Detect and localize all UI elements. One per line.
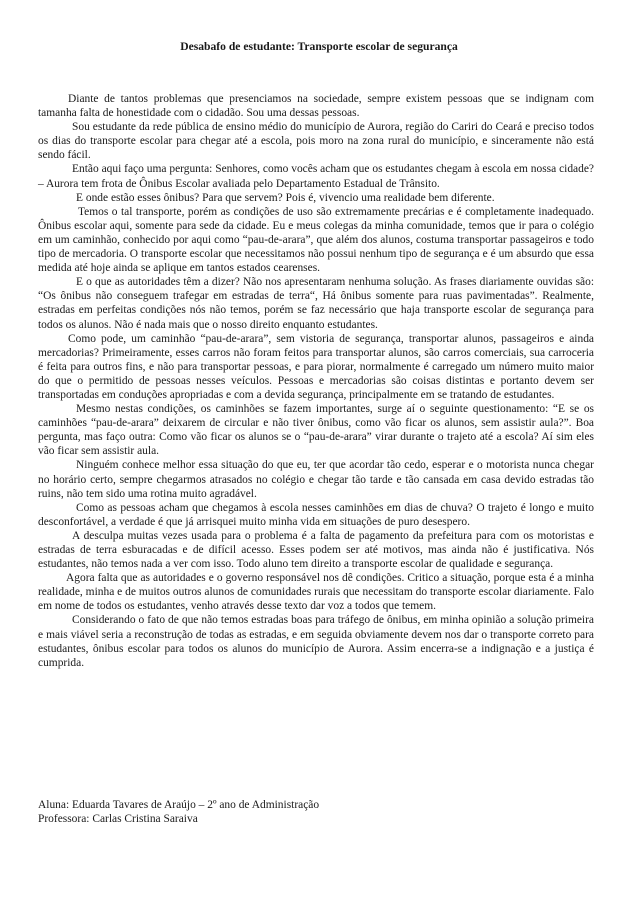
teacher-signature-line: Professora: Carlas Cristina Saraiva xyxy=(38,813,198,825)
paragraph-routine: Ninguém conhece melhor essa situação do que eu, ter que acordar tão cedo, esperar e o motorista nunca chegar no horário certo, sempre chegarmos atrasados no colégio e chegar tão tarde e tão cansada em casa devido estradas tão ruins, não tem sido uma rotina muito agradável. xyxy=(38,459,594,500)
paragraph-truck-safety: Como pode, um caminhão “pau-de-arara”, sem vistoria de segurança, transportar alunos, passageiros e ainda mercadorias? Primeiramente, esses carros não foram feitos para transportar alunos, são carros comerciais, sua carroceria é feita para outros fins, e não para transportar pessoas, e para piorar, normalmente é carregado um número muito maior do que o permitido de pessoas nesses veículos. Pessoas e mercadorias são coisas distintas e portanto devem ser transportadas em conduções apropriadas e com a devida segurança, principalmente em se tratando de estudantes. xyxy=(38,332,594,401)
paragraph-critique: Agora falta que as autoridades e o governo responsável nos dê condições. Critico a situação, porque esta é a minha realidade, minha e de muitos outros alunos de comunidades rurais que necessitam do transporte escolar diariamente. Falo em nome de todos os estudantes, venho através desse texto dar voz a todos que temem. xyxy=(38,572,594,613)
paragraph-excuses: A desculpa muitas vezes usada para o problema é a falta de pagamento da prefeitura para com os motoristas e estradas de terra esburacadas e de difícil acesso. Esses podem ser até motivos, mas ainda não é justificativa. Nós estudantes, não temos nada a ver com isso. Todo aluno tem direito a transporte escolar de qualidade e segurança. xyxy=(38,529,594,571)
paragraph-conclusion: Considerando o fato de que não temos estradas boas para tráfego de ônibus, em minha opinião a solução primeira e mais viável seria a reconstrução de todas as estradas, e em seguida obviamente devem nos dar o transporte correto para estudantes, ônibus escolar para todos os alunos do município de Aurora. Assim encerra-se a indignação e a justiça é cumprida. xyxy=(38,614,594,669)
paragraph-question: Então aqui faço uma pergunta: Senhores, como vocês acham que os estudantes chegam à escola em nossa cidade? – Aurora tem frota de Ônibus Escolar avaliada pelo Departamento Estadual de Trânsito. xyxy=(38,163,594,190)
document-title: Desabafo de estudante: Transporte escolar de segurança xyxy=(180,40,458,53)
document-body xyxy=(38,92,594,670)
paragraph-questioning: Mesmo nestas condições, os caminhões se fazem importantes, surge aí o seguinte questionamento: “E se os caminhões “pau-de-arara” deixarem de circular e não tiver ônibus, como vão ficar os alunos, sem assistir aula?”. Boa pergunta, mas faço outra: Como vão ficar os alunos se o “pau-de-arara” virar durante o trajeto até a escola? Aí sim eles vão ficar sem assistir aula. xyxy=(38,403,594,458)
student-signature-line: Aluna: Eduarda Tavares de Araújo – 2º ano de Administração xyxy=(38,799,320,811)
paragraph-student-context: Sou estudante da rede pública de ensino médio do município de Aurora, região do Cariri do Ceará e preciso todos os dias do transporte escolar para chegar até a escola, pois moro na zona rural do município, e sinceramente não está sendo fácil. xyxy=(38,121,594,162)
paragraph-where-buses: E onde estão esses ônibus? Para que servem? Pois é, vivencio uma realidade bem diferente. xyxy=(76,191,495,204)
paragraph-authorities: E o que as autoridades têm a dizer? Não nos apresentaram nenhuma solução. As frases diariamente ouvidas são: “Os ônibus não conseguem trafegar em estradas de terra“, Há ônibus somente para ruas pavimentadas”. Realmente, estradas em perfeitas condições nós não temos, porém se faz necessário que haja transporte escolar de segurança para todos os alunos. Não é nada mais que o nosso direito enquanto estudantes. xyxy=(38,276,594,331)
paragraph-intro: Diante de tantos problemas que presenciamos na sociedade, sempre existem pessoas que se indignam com tamanha falta de honestidade com o cidadão. Sou uma dessas pessoas. xyxy=(38,93,594,120)
paragraph-rainy-days: Como as pessoas acham que chegamos à escola nesses caminhões em dias de chuva? O trajeto é longo e muito desconfortável, a verdade é que já arrisquei muito minha vida em situações de puro desespero. xyxy=(38,501,594,528)
paragraph-transport-conditions: Temos o tal transporte, porém as condições de uso são extremamente precárias e é completamente inadequado. Ônibus escolar aqui, somente para sede da cidade. Eu e meus colegas da minha comunidade, temos que ir para o colégio em um caminhão, conhecido por aqui como “pau-de-arara”, que além dos alunos, costuma transportar passageiros e todo tipo de mercadoria. O transporte escolar que necessitamos não possui nenhum tipo de segurança e é um absurdo que essa medida até hoje ainda se aplique em tantos estados cearenses. xyxy=(38,205,594,275)
